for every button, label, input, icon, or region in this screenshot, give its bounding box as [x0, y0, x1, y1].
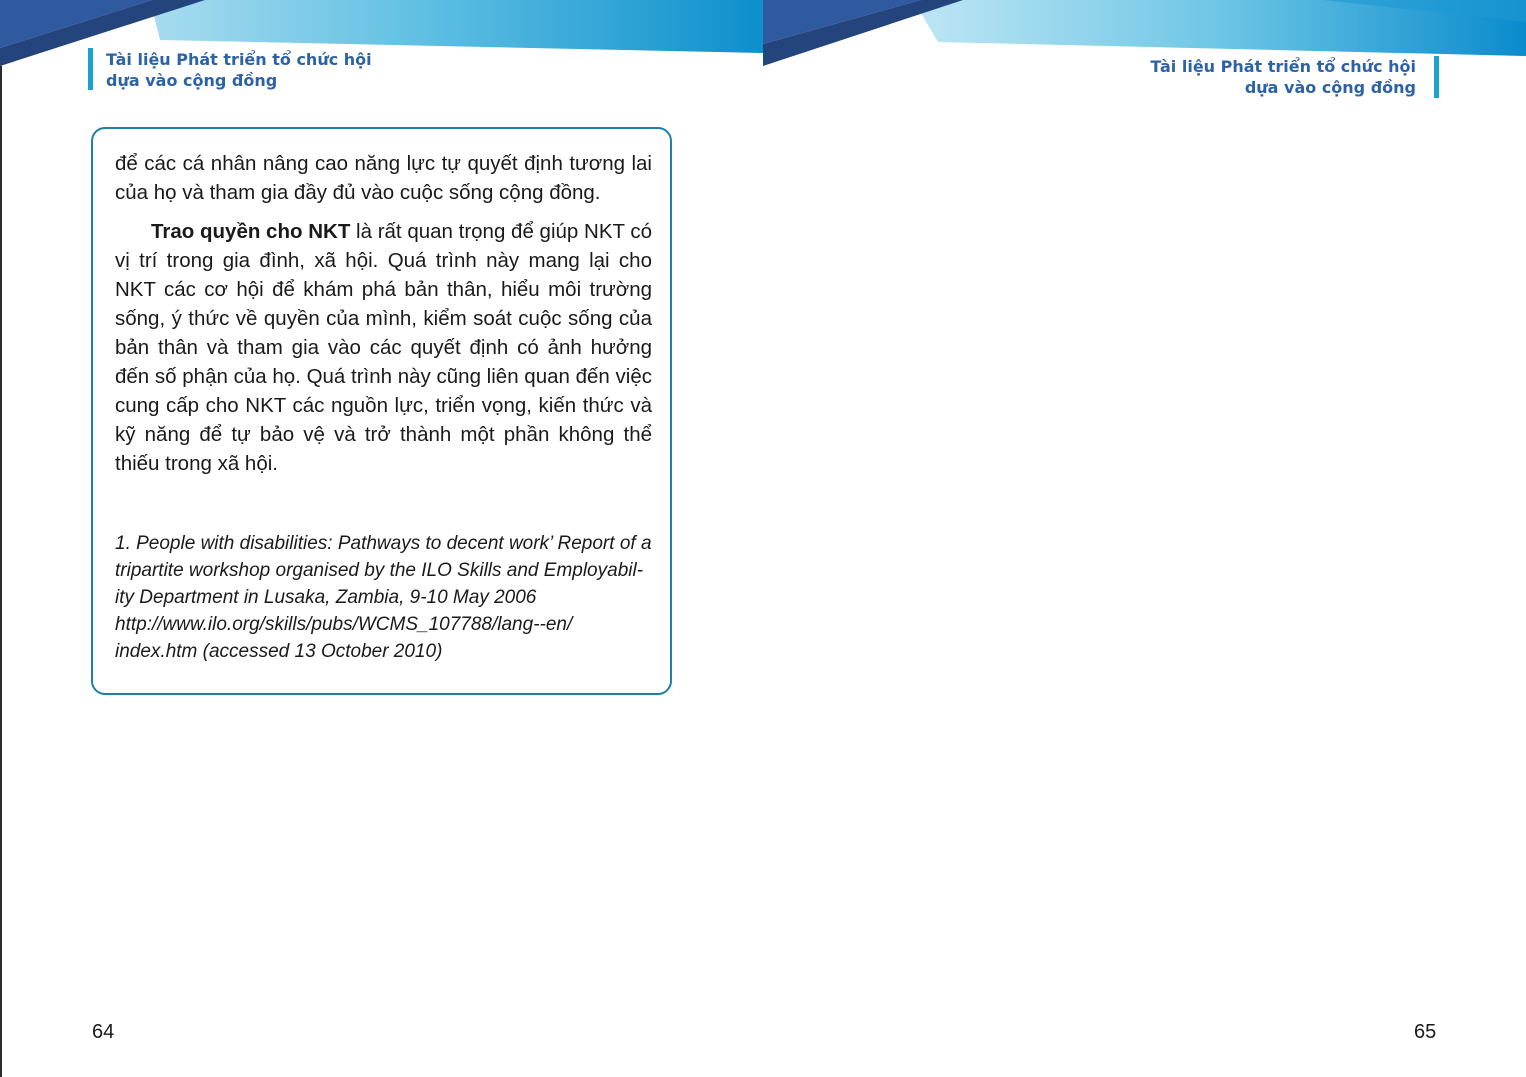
page-number-right: 65: [1414, 1021, 1437, 1043]
paragraph-1: để các cá nhân nâng cao năng lực tự quyết định tương lai của họ và tham gia đầy đủ vào cuộc sống cộng đồng.: [115, 152, 652, 204]
running-header-line1: Tài liệu Phát triển tổ chức hội: [1150, 57, 1416, 76]
content-box: [91, 127, 672, 695]
page-edge-line: [0, 0, 2, 1077]
paragraph-2: [115, 217, 652, 478]
footnote-url-line: http://www.ilo.org/skills/pubs/WCMS_107788/lang--en/: [115, 614, 573, 635]
page-number-left: 64: [92, 1021, 115, 1043]
running-header-line1: Tài liệu Phát triển tổ chức hội: [106, 50, 372, 69]
footnote: [115, 530, 652, 665]
footnote-line: ity Department in Lusaka, Zambia, 9-10 May 2006: [115, 587, 537, 608]
right-page: [763, 0, 1526, 1077]
running-header: [1150, 56, 1416, 98]
running-header-line2: dựa vào cộng đồng: [106, 71, 278, 90]
running-header-line2: dựa vào cộng đồng: [1244, 78, 1416, 97]
header-accent-bar: [88, 48, 93, 90]
footnote-line: index.htm (accessed 13 October 2010): [115, 641, 443, 662]
running-header: [106, 49, 372, 91]
footnote-line: 1. People with disabilities: Pathways to decent work’ Report of a: [115, 533, 652, 554]
paragraph-2-text: là rất quan trọng để giúp NKT có vị trí trong gia đình, xã hội. Quá trình này mang lại cho NKT các cơ hội để khám phá bản thân, hiểu môi trường sống, ý thức về quyền của mình, kiểm soát cuộc sống của bản thân và tham gia vào các quyết định có ảnh hưởng đến số phận của họ. Quá trình này cũng liên quan đến việc cung cấp cho NKT các nguồn lực, triển vọng, kiến thức và kỹ năng để tự bảo vệ và trở thành một phần không thể thiếu trong xã hội.: [115, 220, 652, 475]
footnote-line: tripartite workshop organised by the ILO Skills and Employabil-: [115, 560, 644, 581]
header-accent-bar: [1434, 56, 1439, 98]
paragraph-2-bold: Trao quyền cho NKT: [151, 220, 351, 243]
